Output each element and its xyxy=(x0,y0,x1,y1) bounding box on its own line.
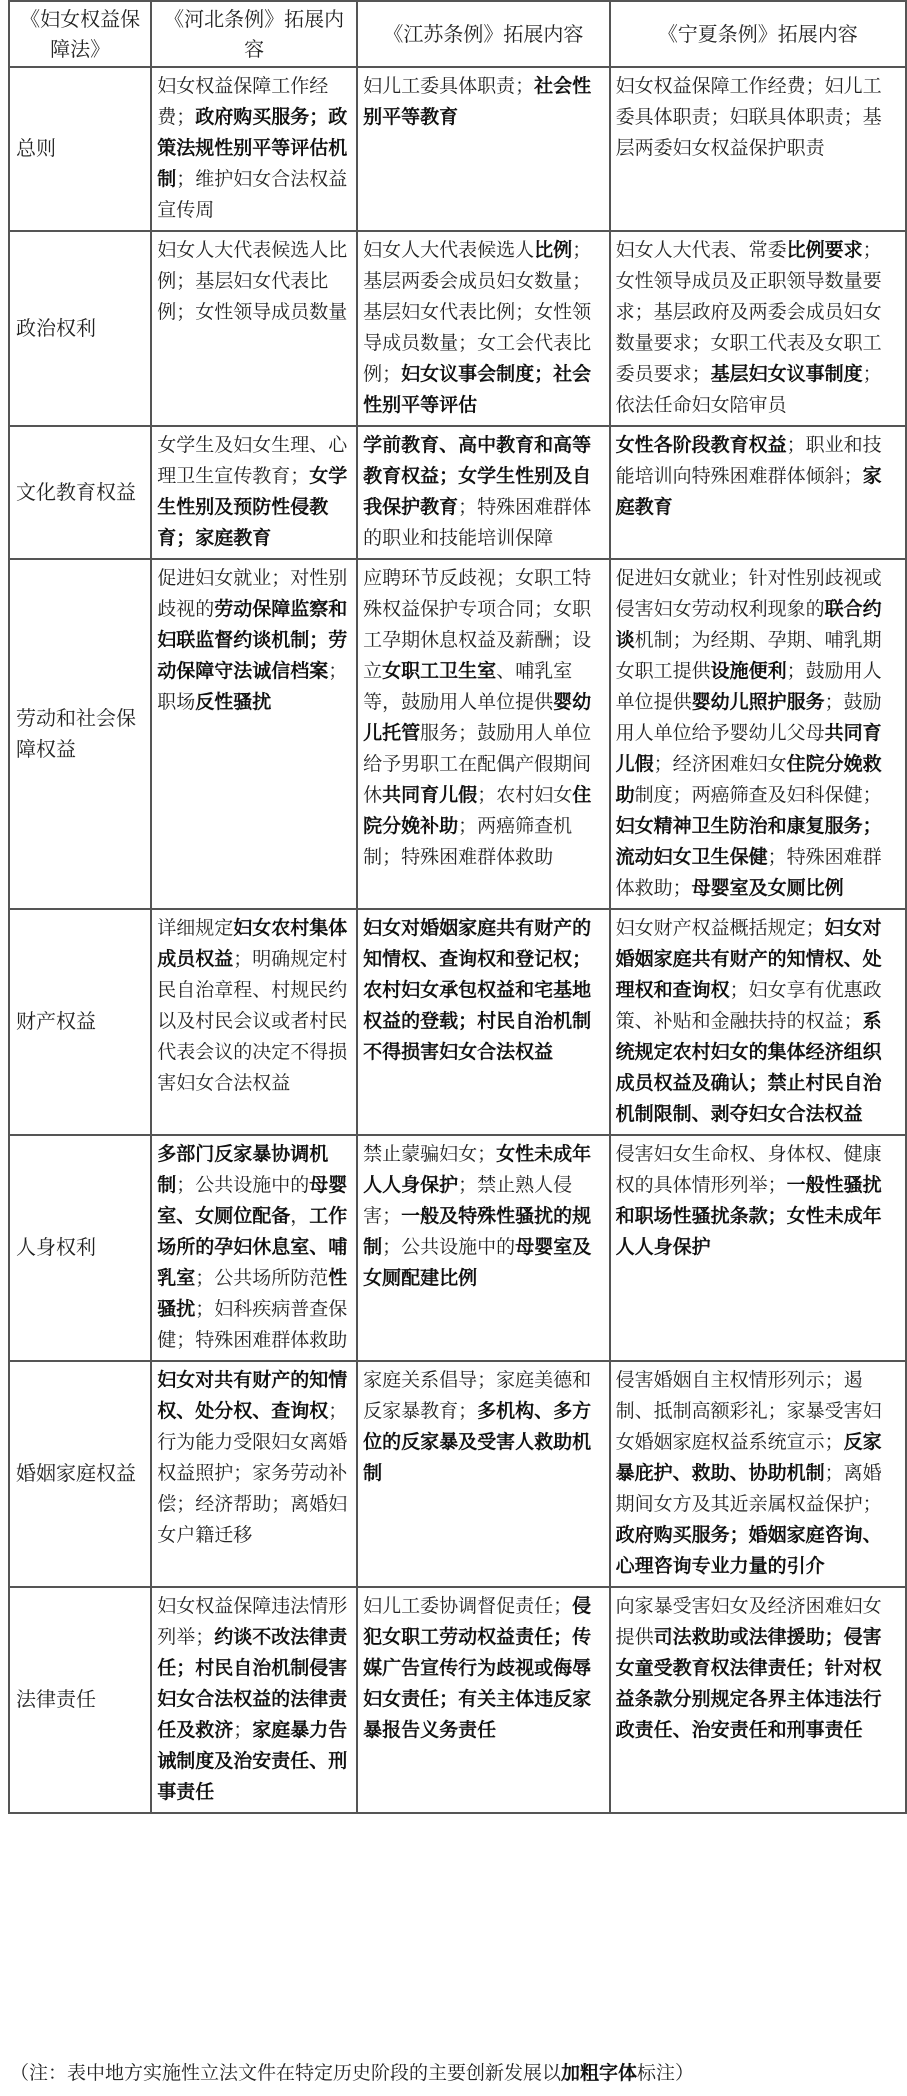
text-segment: 妇儿工委具体职责； xyxy=(363,75,535,97)
text-segment: 服务；鼓励用人单位给予男职工在配偶产假期间休 xyxy=(363,722,592,806)
bold-text-segment: 女职工卫生室 xyxy=(382,660,497,682)
text-segment: ；妇女享有优惠政策、补贴和金融扶持的权益； xyxy=(615,979,882,1032)
text-segment: 女学生及妇女生理、心理卫生宣传教育； xyxy=(157,434,348,487)
text-segment: 促进妇女就业；针对性别歧视或侵害妇女劳动权利现象的 xyxy=(615,567,882,620)
text-segment: 妇女权益保障工作经费；妇儿工委具体职责；妇联具体职责；基层两委妇女权益保护职责 xyxy=(615,75,882,159)
row-category: 文化教育权益 xyxy=(9,426,151,559)
cell-ningxia xyxy=(610,67,906,231)
text-segment: 妇女财产权益概括规定； xyxy=(615,917,825,939)
bold-text-segment: 婴幼儿托管 xyxy=(363,691,592,744)
text-segment: 制度；两癌筛查及妇科保健； xyxy=(634,784,882,806)
header-hebei: 《河北条例》拓展内容 xyxy=(151,1,357,67)
bold-text-segment: 住院分娩救助 xyxy=(615,753,882,806)
text-segment: ；公共设施中的 xyxy=(382,1236,516,1258)
header-row xyxy=(9,1,906,67)
text-segment: 向家暴受害妇女及经济困难妇女提供 xyxy=(615,1595,882,1648)
bold-text-segment: 学前教育、高中教育和高等教育权益；女学生性别及自我保护教育 xyxy=(363,434,592,518)
bold-text-segment: 联合约谈 xyxy=(615,598,882,651)
text-segment: 禁止蒙骗妇女； xyxy=(363,1143,497,1165)
text-segment: ；公共场所防范 xyxy=(195,1267,329,1289)
text-segment: ；特殊困难群体救助； xyxy=(615,846,882,899)
row-category: 政治权利 xyxy=(9,231,151,426)
row-category: 劳动和社会保障权益 xyxy=(9,559,151,909)
text-segment: 妇女人大代表候选人 xyxy=(363,239,535,261)
text-segment: ；鼓励用人单位给予婴幼儿父母 xyxy=(615,691,882,744)
bold-text-segment: 司法救助或法律援助；侵害女童受教育权法律责任；针对权益条款分别规定各界主体违法行政责任、治安责任和刑事责任 xyxy=(615,1626,882,1741)
bold-text-segment: 社会性别平等教育 xyxy=(363,75,592,128)
bold-text-segment: 妇女农村集体成员权益 xyxy=(157,917,348,970)
text-segment: ；鼓励用人单位提供 xyxy=(615,660,882,713)
header-law: 《妇女权益保障法》 xyxy=(9,1,151,67)
bold-text-segment: 设施便利 xyxy=(710,660,787,682)
text-segment: ；明确规定村民自治章程、村规民约以及村民会议或者村民代表会议的决定不得损害妇女合法权益 xyxy=(157,948,348,1094)
bold-text-segment: 妇女对共有财产的知情权、处分权、查询权 xyxy=(157,1369,348,1422)
text-segment: ；职业和技能培训向特殊困难群体倾斜； xyxy=(615,434,882,487)
bold-text-segment: 多机构、多方位的反家暴及受害人救助机制 xyxy=(363,1400,592,1484)
table-body xyxy=(9,67,906,1813)
row-category: 财产权益 xyxy=(9,909,151,1135)
text-segment: ；妇科疾病普查保健；特殊困难群体救助 xyxy=(157,1298,348,1351)
table-row xyxy=(9,67,906,231)
text-segment: 侵害妇女生命权、身体权、健康权的具体情形列举； xyxy=(615,1143,882,1196)
cell-jiangsu xyxy=(357,426,609,559)
bold-text-segment: 家庭教育 xyxy=(615,465,882,518)
text-segment: ；农村妇女 xyxy=(477,784,573,806)
text-segment: ；行为能力受限妇女离婚权益照护；家务劳动补偿；经济帮助；离婚妇女户籍迁移 xyxy=(157,1400,348,1546)
bold-text-segment: 约谈不改法律责任；村民自治机制侵害妇女合法权益的法律责任及救济 xyxy=(157,1626,348,1741)
bold-text-segment: 母婴室、女厕位配备 xyxy=(157,1174,348,1227)
bold-text-segment: 妇女对婚姻家庭共有财产的知情权、处理权和查询权 xyxy=(615,917,882,1001)
text-segment: ；维护妇女合法权益宣传周 xyxy=(157,168,348,221)
text-segment: 侵害婚姻自主权情形列示；遏制、抵制高额彩礼；家暴受害妇女婚姻家庭权益系统宣示； xyxy=(615,1369,882,1453)
table-row xyxy=(9,909,906,1135)
cell-ningxia xyxy=(610,1587,906,1813)
bold-text-segment: 婴幼儿照护服务 xyxy=(691,691,825,713)
table-note xyxy=(10,2058,900,2088)
cell-ningxia xyxy=(610,909,906,1135)
table-row xyxy=(9,1135,906,1361)
text-segment: ；职场 xyxy=(157,660,348,713)
bold-text-segment: 系统规定农村妇女的集体经济组织成员权益及确认；禁止村民自治机制限制、剥夺妇女合法权益 xyxy=(615,1010,882,1125)
table-row xyxy=(9,231,906,426)
note-bold: 加粗字体 xyxy=(561,2062,638,2084)
row-category: 总则 xyxy=(9,67,151,231)
text-segment: 机制；为经期、孕期、哺乳期女职工提供 xyxy=(615,629,882,682)
cell-hebei xyxy=(151,67,357,231)
bold-text-segment: 比例要求 xyxy=(786,239,863,261)
bold-text-segment: 家庭暴力告诫制度及治安责任、刑事责任 xyxy=(157,1719,348,1803)
text-segment: 家庭关系倡导；家庭美德和反家暴教育； xyxy=(363,1369,592,1422)
text-segment: ；禁止熟人侵害； xyxy=(363,1174,573,1227)
bold-text-segment: 多部门反家暴协调机制 xyxy=(157,1143,329,1196)
bold-text-segment: 政府购买服务；政策法规性别平等评估机制 xyxy=(157,106,348,190)
text-segment: 妇女人大代表候选人比例；基层妇女代表比例；女性领导成员数量 xyxy=(157,239,348,323)
bold-text-segment: 比例 xyxy=(534,239,573,261)
bold-text-segment: 基层妇女议事制度 xyxy=(710,363,863,385)
text-segment: ；两癌筛查机制；特殊困难群体救助 xyxy=(363,815,573,868)
bold-text-segment: 劳动保障监察和妇联监督约谈机制；劳动保障守法诚信档案 xyxy=(157,598,348,682)
bold-text-segment: 妇女精神卫生防治和康复服务；流动妇女卫生保健 xyxy=(615,815,882,868)
cell-jiangsu xyxy=(357,1587,609,1813)
text-segment: ；女性领导成员及正职领导数量要求；基层政府及两委会成员妇女数量要求；女职工代表及女职工委员要求； xyxy=(615,239,882,385)
note-suffix: 标注） xyxy=(637,2062,695,2084)
text-segment: ；离婚期间女方及其近亲属权益保护； xyxy=(615,1462,882,1515)
cell-hebei xyxy=(151,559,357,909)
bold-text-segment: 反家暴庇护、救助、协助机制 xyxy=(615,1431,882,1484)
text-segment: 详细规定 xyxy=(157,917,234,939)
bold-text-segment: 住院分娩补助 xyxy=(363,784,592,837)
text-segment: ；特殊困难群体的职业和技能培训保障 xyxy=(363,496,592,549)
bold-text-segment: 母婴室及女厕配建比例 xyxy=(363,1236,592,1289)
bold-text-segment: 妇女对婚姻家庭共有财产的知情权、查询权和登记权；农村妇女承包权益和宅基地权益的登载；村民自治机制不得损害妇女合法权益 xyxy=(363,917,592,1063)
cell-hebei xyxy=(151,231,357,426)
text-segment: ；经济困难妇女 xyxy=(653,753,787,775)
bold-text-segment: 工作场所的孕妇休息室、哺乳室 xyxy=(157,1205,348,1289)
text-segment: ；依法任命妇女陪审员 xyxy=(615,363,882,416)
text-segment: ；基层两委会成员妇女数量；基层妇女代表比例；女性领导成员数量；女工会代表比例； xyxy=(363,239,592,385)
text-segment: ， xyxy=(290,1205,310,1227)
bold-text-segment: 共同育儿假 xyxy=(382,784,478,806)
row-category: 婚姻家庭权益 xyxy=(9,1361,151,1587)
row-category: 人身权利 xyxy=(9,1135,151,1361)
bold-text-segment: 侵犯女职工劳动权益责任；传媒广告宣传行为歧视或侮辱妇女责任；有关主体违反家暴报告义务责任 xyxy=(363,1595,592,1741)
cell-ningxia xyxy=(610,1361,906,1587)
cell-jiangsu xyxy=(357,231,609,426)
cell-jiangsu xyxy=(357,67,609,231)
cell-jiangsu xyxy=(357,1361,609,1587)
bold-text-segment: 性骚扰 xyxy=(157,1267,348,1320)
text-segment: 妇女权益保障工作经费； xyxy=(157,75,329,128)
bold-text-segment: 女性各阶段教育权益 xyxy=(615,434,787,456)
bold-text-segment: 女学生性别及预防性侵教育；家庭教育 xyxy=(157,465,348,549)
text-segment: 应聘环节反歧视；女职工特殊权益保护专项合同；女职工孕期休息权益及薪酬；设立 xyxy=(363,567,592,682)
bold-text-segment: 一般性骚扰和职场性骚扰条款；女性未成年人人身保护 xyxy=(615,1174,882,1258)
bold-text-segment: 女性未成年人人身保护 xyxy=(363,1143,592,1196)
table-row xyxy=(9,1361,906,1587)
row-category: 法律责任 xyxy=(9,1587,151,1813)
text-segment: ； xyxy=(233,1719,253,1741)
text-segment: ；公共设施中的 xyxy=(176,1174,310,1196)
cell-hebei xyxy=(151,426,357,559)
cell-ningxia xyxy=(610,426,906,559)
bold-text-segment: 母婴室及女厕比例 xyxy=(691,877,844,899)
cell-hebei xyxy=(151,1361,357,1587)
text-segment: 、哺乳室等，鼓励用人单位提供 xyxy=(363,660,573,713)
text-segment: 妇女人大代表、常委 xyxy=(615,239,787,261)
cell-jiangsu xyxy=(357,559,609,909)
bold-text-segment: 政府购买服务；婚姻家庭咨询、心理咨询专业力量的引介 xyxy=(615,1524,882,1577)
bold-text-segment: 共同育儿假 xyxy=(615,722,882,775)
cell-ningxia xyxy=(610,1135,906,1361)
text-segment: 妇女权益保障违法情形列举； xyxy=(157,1595,348,1648)
cell-jiangsu xyxy=(357,909,609,1135)
cell-hebei xyxy=(151,909,357,1135)
table-row xyxy=(9,559,906,909)
bold-text-segment: 反性骚扰 xyxy=(195,691,272,713)
table-row xyxy=(9,1587,906,1813)
cell-ningxia xyxy=(610,231,906,426)
header-ningxia: 《宁夏条例》拓展内容 xyxy=(610,1,906,67)
cell-hebei xyxy=(151,1135,357,1361)
text-segment: 促进妇女就业；对性别歧视的 xyxy=(157,567,348,620)
comparison-table xyxy=(8,0,907,1814)
header-jiangsu: 《江苏条例》拓展内容 xyxy=(357,1,609,67)
cell-jiangsu xyxy=(357,1135,609,1361)
bold-text-segment: 一般及特殊性骚扰的规制 xyxy=(363,1205,592,1258)
text-segment: 妇儿工委协调督促责任； xyxy=(363,1595,573,1617)
cell-ningxia xyxy=(610,559,906,909)
bold-text-segment: 妇女议事会制度；社会性别平等评估 xyxy=(363,363,592,416)
table-row xyxy=(9,426,906,559)
note-prefix: （注：表中地方实施性立法文件在特定历史阶段的主要创新发展以 xyxy=(10,2062,562,2084)
cell-hebei xyxy=(151,1587,357,1813)
